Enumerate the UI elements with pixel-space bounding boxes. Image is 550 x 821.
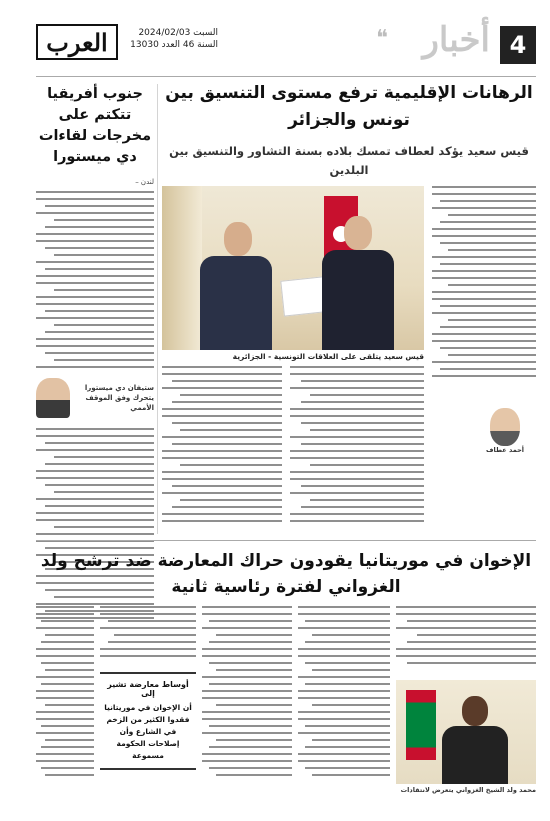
portrait-photo (36, 378, 70, 418)
photo-person-right (322, 216, 394, 350)
issue-info (128, 27, 218, 51)
page-number-badge: 4 (500, 26, 536, 64)
main-story-body-col-1 (162, 366, 282, 522)
masthead (36, 20, 536, 70)
bottom-story-col-4 (298, 606, 390, 802)
pull-quote-title: أوساط معارضة تشير إلى (107, 680, 189, 698)
left-story-thumbnail (36, 374, 154, 422)
column-divider (157, 84, 158, 534)
bottom-story-photo (396, 680, 536, 784)
main-story-portrait (476, 408, 534, 460)
main-story-body-col-2 (290, 366, 424, 522)
pull-quote (100, 672, 196, 770)
photo-person-left (200, 222, 272, 350)
quote-icon: ❝ (376, 26, 388, 51)
newspaper-logo (36, 24, 118, 60)
main-headline: الرهانات الإقليمية ترفع مستوى التنسيق بين تونس والجزائر (165, 83, 533, 130)
main-subheadline: قيس سعيد يؤكد لعطاف تمسك بلاده بسنة التشاور والتنسيق بين البلدين (169, 144, 529, 177)
left-column-story (36, 84, 154, 534)
pull-quote-body: أن الإخوان في موريتانيا فقدوا الكثير من الزخم في الشارع وأن إصلاحات الحكومة مسموعة (104, 703, 192, 760)
header-divider (36, 76, 536, 77)
section-title: أخبار (422, 20, 490, 60)
photo-person (442, 696, 508, 784)
mauritania-flag (406, 690, 436, 760)
bottom-headline: الإخوان في موريتانيا يقودون حراك المعارضة ضد ترشح ولد الغزواني لفترة رئاسية ثانية (40, 551, 532, 597)
portrait-photo (490, 408, 520, 446)
bottom-story-col-5 (396, 606, 536, 672)
bottom-story-col-1 (36, 606, 94, 802)
issue-date: السبت 2024/02/03 (138, 28, 218, 38)
left-story-byline: لندن – (135, 178, 154, 186)
thumbnail-caption: ستيفان دي ميستورا يتحرك وفق الموقف الأممي (84, 384, 154, 412)
bottom-story-col-2-top (100, 606, 196, 666)
bottom-story-col-3 (202, 606, 292, 802)
main-story-body-right (432, 186, 536, 377)
main-story-photo (162, 186, 424, 350)
logo-text: العرب (46, 27, 108, 57)
story-divider (36, 540, 536, 541)
bottom-photo-caption: محمد ولد الشيخ الغزواني يتعرض لانتقادات (400, 786, 536, 794)
photo-curtain (162, 186, 202, 350)
portrait-caption: أحمد عطاف (485, 446, 525, 454)
issue-number: السنة 46 العدد 13030 (130, 40, 218, 50)
main-story-header (162, 80, 536, 180)
left-story-headline: جنوب أفريقيا تتكتم على مخرجات لقاءات دي ميستورا (38, 86, 152, 165)
left-story-body (36, 191, 154, 368)
main-photo-caption: قيس سعيد يتلقى على العلاقات التونسية - الجزائرية (232, 352, 424, 361)
